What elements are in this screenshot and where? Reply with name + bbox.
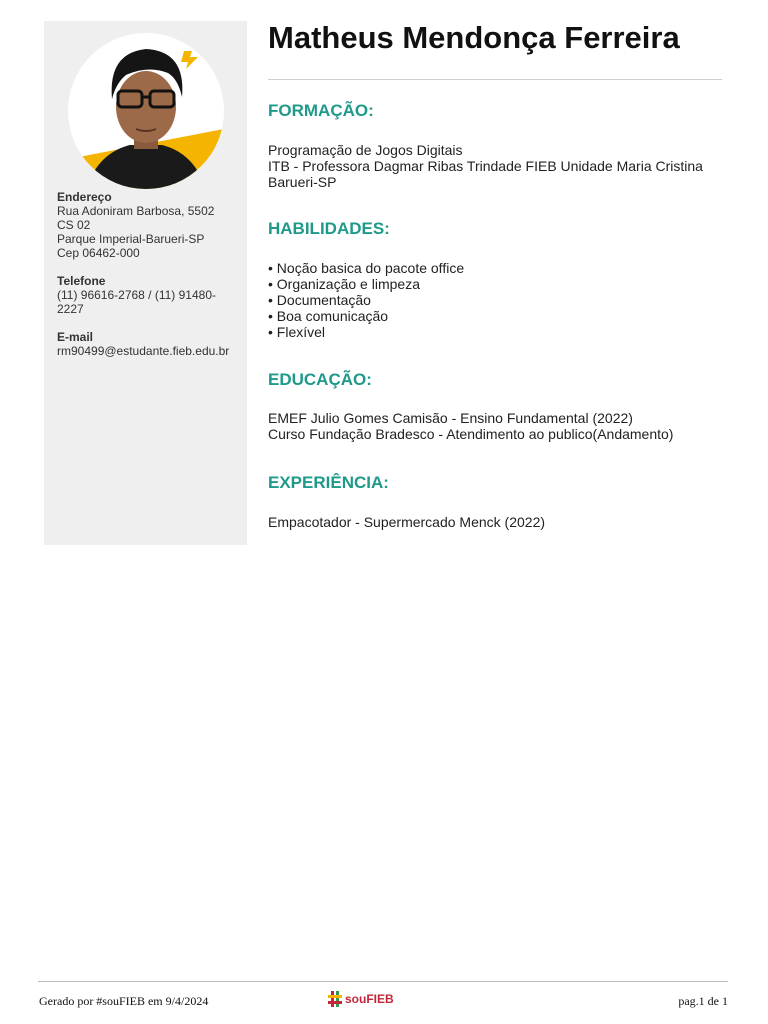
- person-name: Matheus Mendonça Ferreira: [268, 20, 680, 55]
- formacao-line: ITB - Professora Dagmar Ribas Trindade FIEB Unidade Maria Cristina: [268, 158, 703, 174]
- avatar: [68, 33, 224, 189]
- phone-heading: Telefone: [57, 274, 106, 288]
- address-line: CS 02: [57, 218, 91, 232]
- experience-item: Empacotador - Supermercado Menck (2022): [268, 514, 546, 530]
- logo-text: souFIEB: [345, 992, 394, 1006]
- section-body-experiencia: [268, 514, 723, 530]
- page-number: pag.1 de 1: [678, 994, 728, 1008]
- phone-line: (11) 96616-2768 / (11) 91480-: [57, 288, 216, 302]
- footer-divider: [38, 981, 728, 982]
- divider: [268, 79, 722, 80]
- address-heading: Endereço: [57, 190, 112, 204]
- email-block: [57, 330, 242, 358]
- soufieb-logo: [328, 991, 394, 1007]
- section-title-formacao: FORMAÇÃO:: [268, 101, 374, 120]
- address-line: Rua Adoniram Barbosa, 5502: [57, 204, 215, 218]
- section-title-educacao: EDUCAÇÃO:: [268, 370, 372, 389]
- address-line: Parque Imperial-Barueri-SP: [57, 232, 205, 246]
- address-block: [57, 190, 242, 260]
- skill-item: • Noção basica do pacote office: [268, 260, 465, 276]
- footer-generated: Gerado por #souFIEB em 9/4/2024: [39, 994, 209, 1008]
- hashtag-icon: [328, 991, 342, 1007]
- email-address[interactable]: rm90499@estudante.fieb.edu.br: [57, 344, 230, 358]
- section-body-habilidades: [268, 260, 723, 340]
- skill-item: • Organização e limpeza: [268, 276, 420, 292]
- section-body-formacao: [268, 142, 723, 190]
- section-title-experiencia: EXPERIÊNCIA:: [268, 473, 389, 492]
- skill-item: • Boa comunicação: [268, 308, 389, 324]
- profile-photo: [68, 33, 224, 189]
- address-line: Cep 06462-000: [57, 246, 140, 260]
- section-title-habilidades: HABILIDADES:: [268, 219, 390, 238]
- formacao-line: Programação de Jogos Digitais: [268, 142, 463, 158]
- sidebar: [44, 21, 247, 545]
- education-item: Curso Fundação Bradesco - Atendimento ao publico(Andamento): [268, 426, 674, 442]
- contact-info: [57, 190, 242, 372]
- email-heading: E-mail: [57, 330, 94, 344]
- phone-line: 2227: [57, 302, 84, 316]
- skill-item: • Documentação: [268, 292, 371, 308]
- section-body-educacao: [268, 410, 723, 442]
- formacao-line: Barueri-SP: [268, 174, 337, 190]
- skill-item: • Flexível: [268, 324, 326, 340]
- education-item: EMEF Julio Gomes Camisão - Ensino Fundamental (2022): [268, 410, 633, 426]
- phone-block: [57, 274, 242, 316]
